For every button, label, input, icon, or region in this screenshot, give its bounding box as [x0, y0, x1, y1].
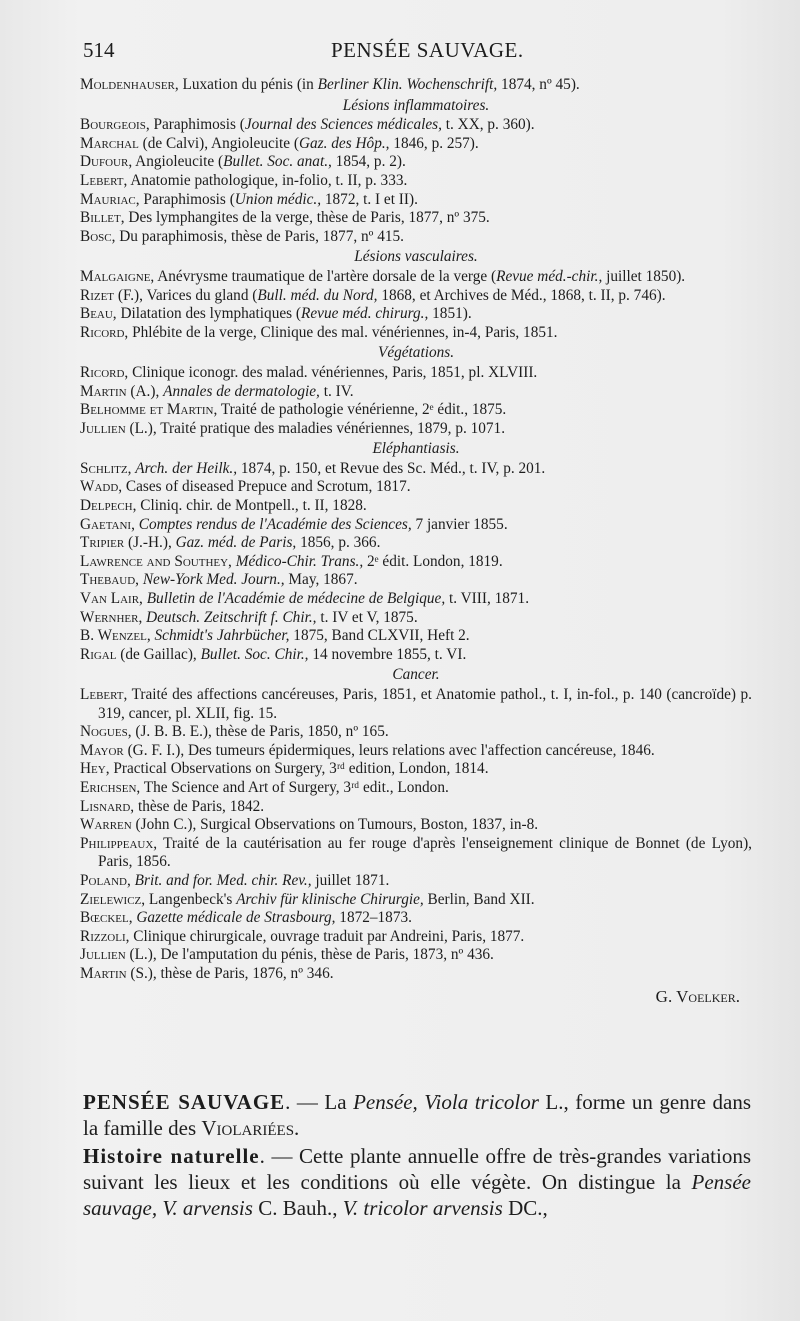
reference-text: (F.), Varices du gland ( [114, 286, 258, 304]
reference-journal: Brit. and for. Med. chir. Rev., [134, 871, 312, 889]
reference-details: 7 janvier 1855. [411, 515, 508, 533]
reference-author: Rizet [80, 286, 115, 304]
reference-journal: Bulletin de l'Académie de médecine de Belgique, [146, 590, 446, 608]
reference-journal: Annales de dermatologie, [163, 382, 320, 400]
reference-author: Nogues, [80, 723, 132, 741]
reference-text: (J. B. B. E.), thèse de Paris, 1850, nº 165. [131, 723, 389, 741]
text-run: DC., [502, 1196, 548, 1220]
reference-details: 1856, p. 366. [296, 534, 381, 552]
reference-text: Langenbeck's [145, 890, 237, 908]
reference-text: Cliniq. chir. de Montpell., t. II, 1828. [136, 497, 367, 515]
article-title: PENSÉE SAUVAGE [83, 1090, 286, 1114]
author-signature: G. Voelker. [655, 986, 740, 1006]
reference-journal: Bullet. Soc. anat., [223, 153, 332, 171]
reference-entry [80, 460, 752, 479]
reference-entry [80, 946, 752, 965]
reference-text: (John C.), Surgical Observations on Tumours, Boston, 1837, in-8. [131, 816, 539, 834]
section-heading: Cancer. [392, 666, 440, 684]
reference-author: Mayor [80, 741, 124, 759]
reference-author: Dufour, [80, 153, 133, 171]
article-body [83, 1089, 751, 1223]
reference-author: Beau, [80, 305, 117, 323]
reference-text: Clinique iconogr. des malad. vénériennes, Paris, 1851, pl. XLVIII. [128, 363, 538, 381]
reference-text: Practical Observations on Surgery, 3ʳᵈ edition, London, 1814. [109, 760, 489, 778]
reference-entry [80, 76, 752, 95]
reference-author: Zielewicz, [80, 890, 146, 908]
reference-text: Des lymphangites de la verge, thèse de Paris, 1877, nº 375. [124, 209, 490, 227]
reference-author: Van Lair, [80, 590, 143, 608]
section-heading: Végétations. [377, 344, 455, 362]
reference-author: Erichsen, [80, 778, 141, 796]
reference-text: (L.), De l'amputation du pénis, thèse de Paris, 1873, nº 436. [125, 946, 494, 964]
reference-entry [80, 516, 752, 535]
reference-text: thèse de Paris, 1842. [134, 797, 265, 815]
reference-author: Bœckel, [80, 909, 133, 927]
reference-author: Ricord, [80, 323, 129, 341]
section-heading: Lésions inflammatoires. [342, 96, 490, 114]
reference-journal: Berliner Klin. Wochenschrift, [317, 76, 498, 93]
reference-details: 1875, Band CLXVII, Heft 2. [289, 627, 470, 645]
reference-author: Ricord, [80, 363, 129, 381]
reference-entry [80, 798, 752, 817]
text-italic: Pensée, Viola tricolor [353, 1090, 539, 1114]
reference-details: 1874, p. 150, et Revue des Sc. Méd., t. IV, p. 201. [237, 459, 546, 477]
reference-author: Lebert, [80, 686, 128, 703]
reference-text: Angioleucite ( [132, 153, 224, 171]
reference-author: Lebert, [80, 171, 128, 189]
reference-entry [80, 209, 752, 228]
reference-details: juillet 1871. [311, 871, 390, 889]
reference-author: Tripier [80, 534, 125, 552]
reference-details: 1854, p. 2). [331, 153, 406, 171]
reference-text: Anévrysme traumatique de l'artère dorsale de la verge ( [154, 267, 497, 285]
text-run: . — La [285, 1090, 354, 1114]
reference-journal: Médico-Chir. Trans., [235, 552, 364, 570]
reference-details: 14 novembre 1855, t. VI. [308, 645, 467, 663]
reference-author: Martin [80, 382, 127, 400]
reference-author: Schlitz, [80, 459, 132, 477]
reference-author: Malgaigne, [80, 267, 155, 285]
reference-entry [80, 872, 752, 891]
reference-text: Traité des affections cancéreuses, Paris, 1851, et Anatomie pathol., t. I, in-fol., p. 140 (cancroïde) p. 319, cancer, pl. XLII, fig. 15. [98, 686, 752, 722]
reference-details: May, 1867. [284, 571, 358, 589]
reference-journal: Union médic., [234, 190, 322, 208]
text-italic: Pensée sauvage, V. arvensis [83, 1170, 751, 1220]
reference-entry [80, 760, 752, 779]
reference-details: 1872–1873. [335, 909, 412, 927]
reference-journal: Bull. méd. du Nord, [257, 286, 378, 304]
section-title: Histoire naturelle [83, 1144, 260, 1168]
reference-journal: Gaz. méd. de Paris, [175, 534, 297, 552]
reference-text: Phlébite de la verge, Clinique des mal. vénériennes, in-4, Paris, 1851. [128, 323, 558, 341]
reference-text: (de Gaillac), [116, 645, 201, 663]
reference-entry [80, 135, 752, 154]
reference-text: (S.), thèse de Paris, 1876, nº 346. [126, 964, 334, 982]
reference-journal: Arch. der Heilk., [135, 459, 238, 477]
reference-text: Luxation du pénis (in [178, 76, 318, 93]
reference-author: Rizzoli, [80, 927, 130, 945]
reference-entry [80, 742, 752, 761]
reference-entry [80, 571, 752, 590]
reference-entry [80, 835, 752, 872]
reference-author: Gaetani, [80, 515, 135, 533]
reference-author: Jullien [80, 946, 126, 964]
reference-author: Billet, [80, 209, 125, 227]
reference-text: (J.-H.), [124, 534, 176, 552]
article-paragraph [83, 1089, 751, 1141]
reference-details: t. IV. [319, 382, 354, 400]
reference-journal: Deutsch. Zeitschrift f. Chir., [146, 608, 317, 626]
reference-entry [80, 723, 752, 742]
reference-details: t. VIII, 1871. [445, 590, 530, 608]
reference-entry [80, 609, 752, 628]
reference-entry [80, 928, 752, 947]
reference-entry [80, 497, 752, 516]
reference-author: Thebaud, [80, 571, 139, 589]
reference-entry [80, 116, 752, 135]
reference-details: 1868, et Archives de Méd., 1868, t. II, p. 746). [377, 286, 666, 304]
reference-text: (de Calvi), Angioleucite ( [138, 134, 299, 152]
reference-entry [80, 646, 752, 665]
reference-text: (G. F. I.), Des tumeurs épidermiques, leurs relations avec l'affection cancéreuse, 1846. [123, 741, 655, 759]
reference-author: Lawrence and Southey, [80, 552, 232, 570]
reference-author: Philippeaux, [80, 834, 158, 852]
reference-entry [80, 553, 752, 572]
reference-entry [80, 420, 752, 439]
reference-entry [80, 287, 752, 306]
text-run: . [294, 1116, 300, 1140]
reference-text: (A.), [126, 382, 164, 400]
reference-entry [80, 909, 752, 928]
reference-entry [80, 324, 752, 343]
reference-text: The Science and Art of Surgery, 3ʳᵈ edit., London. [140, 778, 449, 796]
reference-journal: Comptes rendus de l'Académie des Sciences, [138, 515, 412, 533]
reference-entry [80, 191, 752, 210]
reference-author: Belhomme et Martin, [80, 401, 218, 419]
reference-entry [80, 686, 752, 723]
reference-author: Moldenhauser, [80, 76, 179, 93]
reference-author: Mauriac, [80, 190, 140, 208]
reference-author: Wadd, [80, 478, 123, 496]
reference-details: juillet 1850). [602, 267, 686, 285]
reference-details: 1851). [428, 305, 472, 323]
reference-author: Wernher, [80, 608, 143, 626]
reference-journal: Gaz. des Hôp., [298, 134, 390, 152]
reference-entry [80, 779, 752, 798]
reference-text: (L.), Traité pratique des maladies vénériennes, 1879, p. 1071. [125, 419, 506, 437]
section-heading: Eléphantiasis. [372, 440, 460, 458]
reference-entry [80, 627, 752, 646]
reference-text: Anatomie pathologique, in-folio, t. II, p. 333. [127, 171, 408, 189]
reference-author: B. Wenzel, [80, 627, 151, 645]
reference-text: Paraphimosis ( [149, 116, 245, 134]
article-paragraph [83, 1143, 751, 1221]
reference-entry [80, 891, 752, 910]
reference-author: Warren [80, 816, 132, 834]
reference-details: t. IV et V, 1875. [316, 608, 418, 626]
reference-journal: Schmidt's Jahrbücher, [154, 627, 290, 645]
reference-journal: Bullet. Soc. Chir., [200, 645, 309, 663]
reference-author: Jullien [80, 419, 126, 437]
reference-entry [80, 364, 752, 383]
reference-text: Traité de pathologie vénérienne, 2ᵉ édit., 1875. [217, 401, 507, 419]
reference-details: 1846, p. 257). [389, 134, 479, 152]
page-header [83, 38, 743, 68]
reference-text: Cases of diseased Prepuce and Scrotum, 1817. [122, 478, 411, 496]
reference-entry [80, 383, 752, 402]
reference-journal: Gazette médicale de Strasbourg, [136, 909, 336, 927]
text-run: . — Cette plante annuelle offre de très-grandes variations suivant les lieux et les conditions où elle végète. On distingue la [83, 1144, 751, 1194]
reference-author: Delpech, [80, 497, 137, 515]
reference-text: Paraphimosis ( [139, 190, 235, 208]
reference-text: Clinique chirurgicale, ouvrage traduit par Andreini, Paris, 1877. [129, 927, 525, 945]
reference-author: Marchal [80, 134, 139, 152]
reference-entry [80, 816, 752, 835]
reference-details: 2ᵉ édit. London, 1819. [363, 552, 503, 570]
text-smallcaps: Violariées [201, 1116, 295, 1140]
reference-entry [80, 268, 752, 287]
reference-details: 1872, t. I et II). [321, 190, 418, 208]
reference-entry [80, 172, 752, 191]
running-title: PENSÉE SAUVAGE. [331, 38, 524, 62]
reference-entry [80, 590, 752, 609]
reference-entry [80, 401, 752, 420]
reference-journal: Archiv für klinische Chirurgie, [236, 890, 424, 908]
reference-text: Dilatation des lymphatiques ( [116, 305, 302, 323]
reference-author: Hey, [80, 760, 110, 778]
reference-entry [80, 228, 752, 247]
section-heading: Lésions vasculaires. [354, 248, 478, 266]
reference-entry [80, 965, 752, 984]
reference-entry [80, 153, 752, 172]
page-number: 514 [83, 38, 115, 62]
reference-text: Traité de la cautérisation au fer rouge d'après l'enseignement clinique de Bonnet (de Lyon), Paris, 1856. [98, 834, 752, 871]
reference-details: Berlin, Band XII. [423, 890, 535, 908]
text-run: C. Bauh., [252, 1196, 343, 1220]
text-italic: V. tricolor arvensis [342, 1196, 503, 1220]
reference-author: Lisnard, [80, 797, 135, 815]
reference-author: Bourgeois, [80, 116, 150, 134]
reference-entry [80, 305, 752, 324]
bibliography [80, 76, 752, 1006]
reference-journal: Revue méd. chirurg., [301, 305, 429, 323]
reference-details: t. XX, p. 360). [441, 116, 535, 134]
reference-details: 1874, nº 45). [497, 76, 580, 93]
reference-author: Martin [80, 964, 127, 982]
text-run: L., forme un genre dans la famille des [83, 1090, 751, 1140]
reference-author: Poland, [80, 871, 131, 889]
reference-text: Du paraphimosis, thèse de Paris, 1877, nº 415. [115, 227, 404, 245]
reference-journal: New-York Med. Journ., [142, 571, 285, 589]
reference-entry [80, 478, 752, 497]
reference-journal: Revue méd.-chir., [496, 267, 603, 285]
reference-author: Bosc, [80, 227, 116, 245]
reference-journal: Journal des Sciences médicales, [244, 116, 442, 134]
reference-author: Rigal [80, 645, 117, 663]
reference-entry [80, 534, 752, 553]
